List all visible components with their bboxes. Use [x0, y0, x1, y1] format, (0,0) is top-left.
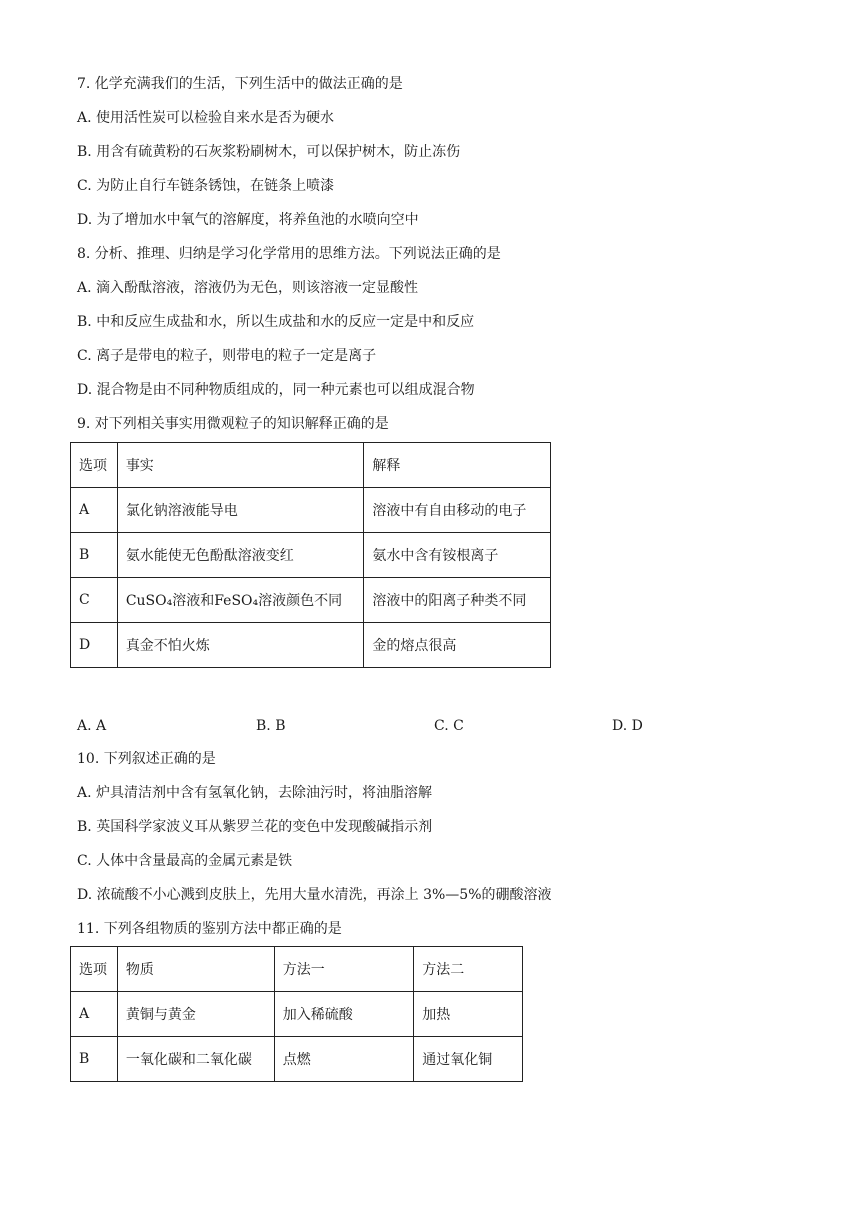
header-cell: 事实 — [117, 443, 364, 488]
question-11-stem: 11. 下列各组物质的鉴别方法中都正确的是 — [77, 921, 342, 937]
table-cell: 黄铜与黄金 — [117, 992, 274, 1037]
answer-option-d: D. D — [612, 718, 643, 734]
question-7-stem: 7. 化学充满我们的生活，下列生活中的做法正确的是 — [77, 76, 403, 92]
question-11-table — [70, 946, 523, 1082]
table-cell: 真金不怕火炼 — [117, 623, 364, 668]
table-cell: B — [71, 533, 118, 578]
table-cell: 金的熔点很高 — [364, 623, 551, 668]
question-9-table — [70, 442, 551, 668]
header-cell: 解释 — [364, 443, 551, 488]
table-cell: 一氧化碳和二氧化碳 — [117, 1037, 274, 1082]
question-7-option-d: D. 为了增加水中氧气的溶解度，将养鱼池的水喷向空中 — [77, 212, 419, 228]
table-cell: 氯化钠溶液能导电 — [117, 488, 364, 533]
table-cell: A — [71, 992, 118, 1037]
question-8-option-c: C. 离子是带电的粒子，则带电的粒子一定是离子 — [77, 348, 377, 364]
table-row — [71, 533, 551, 578]
table-cell: 氨水能使无色酚酞溶液变红 — [117, 533, 364, 578]
table-cell: C — [71, 578, 118, 623]
header-cell: 选项 — [71, 443, 118, 488]
question-10-option-c: C. 人体中含量最高的金属元素是铁 — [77, 853, 293, 869]
question-9-answer-options — [77, 716, 857, 736]
table-cell: 加入稀硫酸 — [274, 992, 414, 1037]
table-row — [71, 1037, 523, 1082]
header-cell: 物质 — [117, 947, 274, 992]
header-cell: 方法一 — [274, 947, 414, 992]
question-10-option-a: A. 炉具清洁剂中含有氢氧化钠，去除油污时，将油脂溶解 — [77, 785, 433, 801]
table-cell: 加热 — [414, 992, 523, 1037]
table-cell: 溶液中有自由移动的电子 — [364, 488, 551, 533]
table-row — [71, 623, 551, 668]
table-cell: D — [71, 623, 118, 668]
question-8-option-a: A. 滴入酚酞溶液，溶液仍为无色，则该溶液一定显酸性 — [77, 280, 419, 296]
table-cell: 溶液中的阳离子种类不同 — [364, 578, 551, 623]
answer-option-c: C. C — [434, 718, 464, 734]
header-cell: 方法二 — [414, 947, 523, 992]
answer-option-b: B. B — [256, 718, 286, 734]
question-8-stem: 8. 分析、推理、归纳是学习化学常用的思维方法。下列说法正确的是 — [77, 246, 501, 262]
question-10-option-b: B. 英国科学家波义耳从紫罗兰花的变色中发现酸碱指示剂 — [77, 819, 433, 835]
question-7-option-b: B. 用含有硫黄粉的石灰浆粉刷树木，可以保护树木，防止冻伤 — [77, 144, 461, 160]
header-cell: 选项 — [71, 947, 118, 992]
question-9-stem: 9. 对下列相关事实用微观粒子的知识解释正确的是 — [77, 416, 389, 432]
answer-option-a: A. A — [77, 718, 107, 734]
question-10-stem: 10. 下列叙述正确的是 — [77, 751, 216, 767]
question-10-option-d: D. 浓硫酸不小心溅到皮肤上，先用大量水清洗，再涂上 3%—5%的硼酸溶液 — [77, 887, 552, 903]
table-cell: CuSO₄溶液和FeSO₄溶液颜色不同 — [117, 578, 364, 623]
table-cell: A — [71, 488, 118, 533]
question-7-option-a: A. 使用活性炭可以检验自来水是否为硬水 — [77, 110, 335, 126]
table-header-row — [71, 947, 523, 992]
table-cell: 通过氧化铜 — [414, 1037, 523, 1082]
table-row — [71, 488, 551, 533]
table-cell: B — [71, 1037, 118, 1082]
question-8-option-b: B. 中和反应生成盐和水，所以生成盐和水的反应一定是中和反应 — [77, 314, 475, 330]
question-8-option-d: D. 混合物是由不同种物质组成的，同一种元素也可以组成混合物 — [77, 382, 475, 398]
table-cell: 氨水中含有铵根离子 — [364, 533, 551, 578]
table-header-row — [71, 443, 551, 488]
table-cell: 点燃 — [274, 1037, 414, 1082]
table-row — [71, 578, 551, 623]
table-row — [71, 992, 523, 1037]
question-7-option-c: C. 为防止自行车链条锈蚀，在链条上喷漆 — [77, 178, 335, 194]
